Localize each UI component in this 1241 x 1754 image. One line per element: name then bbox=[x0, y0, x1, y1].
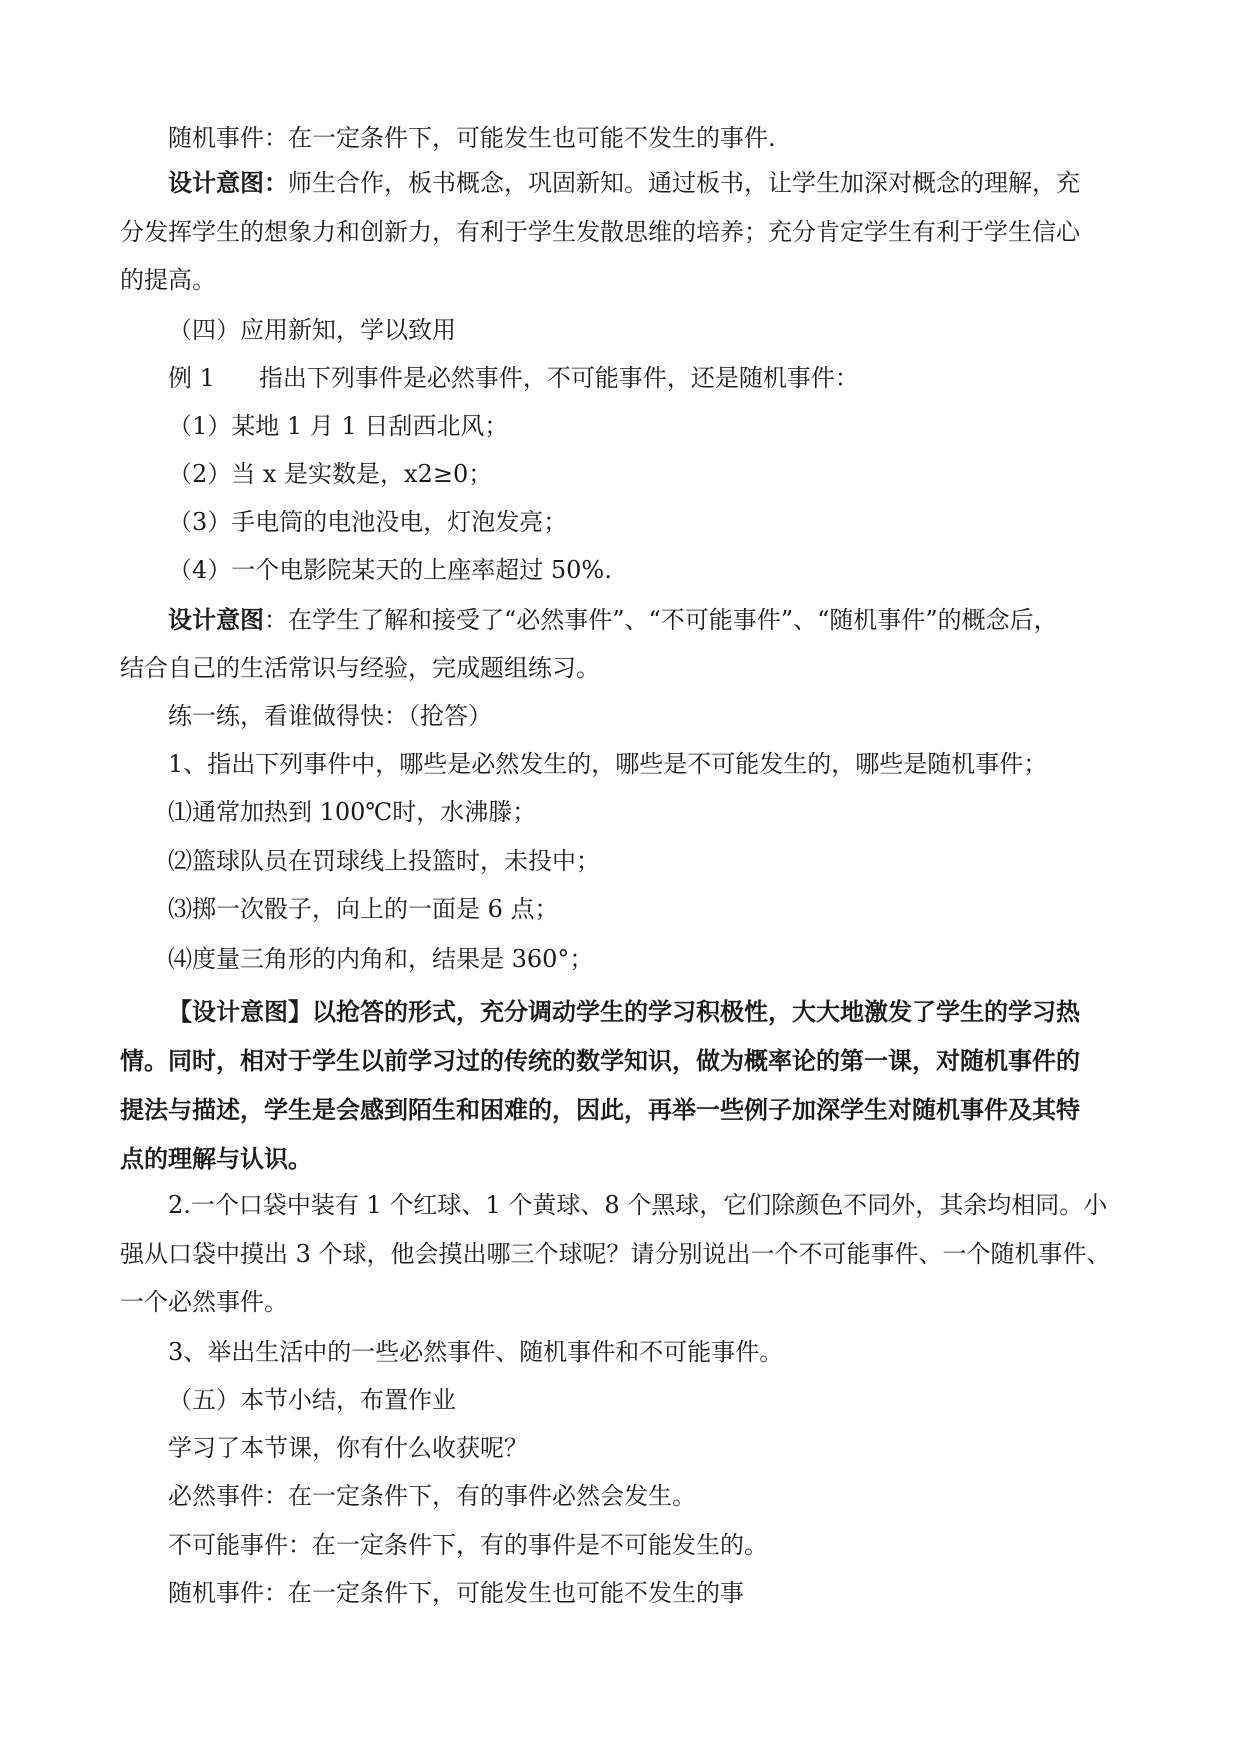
definition-certain-event: 必然事件：在一定条件下，有的事件必然会发生。 bbox=[168, 1482, 696, 1510]
definition-impossible-event: 不可能事件：在一定条件下，有的事件是不可能发生的。 bbox=[168, 1531, 768, 1559]
question-3: 3、举出生活中的一些必然事件、随机事件和不可能事件。 bbox=[168, 1338, 784, 1366]
design-intent-paragraph-1 bbox=[168, 167, 1080, 199]
summary-prompt: 学习了本节课，你有什么收获呢？ bbox=[168, 1434, 528, 1462]
example-prompt: 指出下列事件是必然事件，不可能事件，还是随机事件： bbox=[258, 364, 859, 392]
list-item: （1）某地 1 月 1 日刮西北风； bbox=[168, 412, 509, 440]
text-line: 情。同时，相对于学生以前学习过的传统的数学知识，做为概率论的第一课，对随机事件的 bbox=[120, 1046, 1080, 1075]
list-item: （3）手电筒的电池没电，灯泡发亮； bbox=[168, 508, 568, 536]
text-line: 强从口袋中摸出 3 个球，他会摸出哪三个球呢？请分别说出一个不可能事件、一个随机事件、 bbox=[120, 1240, 1111, 1268]
definition-random-event-2: 随机事件：在一定条件下，可能发生也可能不发生的事 bbox=[168, 1579, 744, 1607]
practice-heading: 练一练，看谁做得快：（抢答） bbox=[168, 702, 492, 730]
design-intent-paragraph-2 bbox=[168, 604, 1058, 636]
design-intent-text: ：在学生了解和接受了“必然事件”、“不可能事件”、“随机事件”的概念后， bbox=[264, 606, 1058, 634]
example-label: 例 1 bbox=[168, 364, 215, 392]
list-item: ⑴通常加热到 100℃时，水沸滕； bbox=[168, 798, 537, 826]
question-1: 1、指出下列事件中，哪些是必然发生的，哪些是不可能发生的，哪些是随机事件； bbox=[168, 750, 1048, 778]
text-line: 分发挥学生的想象力和创新力，有利于学生发散思维的培养；充分肯定学生有利于学生信心 bbox=[120, 218, 1080, 246]
text-line: 点的理解与认识。 bbox=[120, 1144, 312, 1173]
list-item: （2）当 x 是实数是，x2≥0； bbox=[168, 460, 493, 488]
text-line: 一个必然事件。 bbox=[120, 1288, 288, 1316]
section-heading-5: （五）本节小结，布置作业 bbox=[168, 1386, 456, 1414]
text-line: 提法与描述，学生是会感到陌生和困难的，因此，再举一些例子加深学生对随机事件及其特 bbox=[120, 1095, 1080, 1124]
design-intent-label: 设计意图： bbox=[168, 168, 288, 197]
example-1 bbox=[168, 362, 859, 394]
design-intent-text: 师生合作，板书概念，巩固新知。通过板书，让学生加深对概念的理解，充 bbox=[288, 169, 1080, 197]
list-item: ⑶掷一次骰子，向上的一面是 6 点； bbox=[168, 895, 559, 923]
text-line: 的提高。 bbox=[120, 266, 216, 294]
list-item: （4）一个电影院某天的上座率超过 50%. bbox=[168, 556, 612, 584]
design-intent-label: 设计意图 bbox=[168, 605, 264, 634]
list-item: ⑷度量三角形的内角和，结果是 360°； bbox=[168, 945, 594, 973]
design-intent-paragraph-3: 【设计意图】以抢答的形式，充分调动学生的学习积极性，大大地激发了学生的学习热 bbox=[168, 997, 1080, 1026]
question-2: 2.一个口袋中装有 1 个红球、1 个黄球、8 个黑球，它们除颜色不同外，其余均相同。小 bbox=[168, 1191, 1108, 1219]
list-item: ⑵篮球队员在罚球线上投篮时，未投中； bbox=[168, 847, 600, 875]
definition-random-event: 随机事件：在一定条件下，可能发生也可能不发生的事件. bbox=[168, 124, 776, 152]
text-line: 结合自己的生活常识与经验，完成题组练习。 bbox=[120, 654, 600, 682]
section-heading-4: （四）应用新知，学以致用 bbox=[168, 316, 456, 344]
